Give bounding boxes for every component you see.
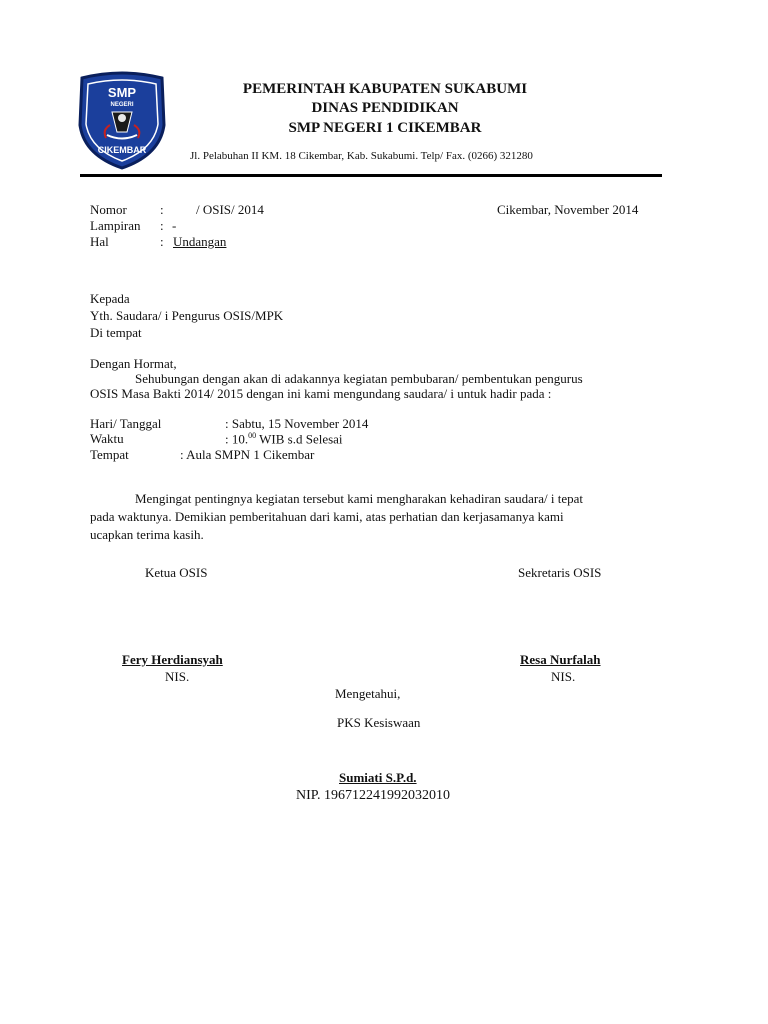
lampiran-label: Lampiran xyxy=(90,218,141,233)
hal-value: Undangan xyxy=(173,234,227,249)
place-label: Tempat xyxy=(90,447,129,462)
logo-text-sub: NEGERI xyxy=(110,102,134,108)
closing-line3: ucapkan terima kasih. xyxy=(90,527,204,542)
hal-label: Hal xyxy=(90,234,109,249)
intro-line1: Sehubungan dengan akan di adakannya kegiatan pembubaran/ pembentukan pengurus xyxy=(135,371,583,386)
place-date: Cikembar, November 2014 xyxy=(497,202,639,217)
time-sup: 00 xyxy=(248,431,257,440)
left-signer-id: NIS. xyxy=(165,669,190,684)
gov-title: PEMERINTAH KABUPATEN SUKABUMI xyxy=(242,81,528,97)
day-value: : Sabtu, 15 November 2014 xyxy=(225,416,369,431)
center-signer-title: PKS Kesiswaan xyxy=(337,715,421,730)
dept-title: DINAS PENDIDIKAN xyxy=(311,100,459,116)
hal-colon: : xyxy=(160,234,164,249)
time-prefix: : 10. xyxy=(225,431,249,447)
header-divider xyxy=(80,174,662,177)
center-signer-id: NIP. 196712241992032010 xyxy=(296,788,451,803)
right-signer-title: Sekretaris OSIS xyxy=(518,565,602,580)
school-title: SMP NEGERI 1 CIKEMBAR xyxy=(288,120,482,136)
nomor-label: Nomor xyxy=(90,202,127,217)
closing-line2: pada waktunya. Demikian pemberitahuan dari kami, atas perhatian dan kerjasamanya kami xyxy=(90,509,564,524)
greeting: Dengan Hormat, xyxy=(90,356,177,371)
time-value xyxy=(225,431,343,447)
time-suffix: WIB s.d Selesai xyxy=(256,431,343,447)
school-address: Jl. Pelabuhan II KM. 18 Cikembar, Kab. Sukabumi. Telp/ Fax. (0266) 321280 xyxy=(190,150,533,162)
school-logo xyxy=(72,70,172,170)
recipient-line3: Di tempat xyxy=(90,325,142,340)
nomor-colon: : xyxy=(160,202,164,217)
recipient-line1: Kepada xyxy=(90,291,130,306)
acknowledge-text: Mengetahui, xyxy=(335,686,401,701)
center-signer-name: Sumiati S.P.d. xyxy=(339,770,417,785)
place-value: : Aula SMPN 1 Cikembar xyxy=(180,447,315,462)
lampiran-colon: : xyxy=(160,218,164,233)
day-label: Hari/ Tanggal xyxy=(90,416,162,431)
closing-line1: Mengingat pentingnya kegiatan tersebut kami mengharakan kehadiran saudara/ i tepat xyxy=(135,491,583,506)
logo-text-top: SMP xyxy=(107,85,137,100)
time-label: Waktu xyxy=(90,431,124,446)
right-signer-id: NIS. xyxy=(551,669,576,684)
recipient-line2: Yth. Saudara/ i Pengurus OSIS/MPK xyxy=(90,308,284,323)
logo-text-bottom: CIKEMBAR xyxy=(97,145,147,155)
left-signer-title: Ketua OSIS xyxy=(145,565,208,580)
right-signer-name: Resa Nurfalah xyxy=(520,652,601,667)
left-signer-name: Fery Herdiansyah xyxy=(122,652,223,667)
nomor-value: / OSIS/ 2014 xyxy=(196,202,264,217)
lampiran-value: - xyxy=(172,218,177,233)
intro-line2: OSIS Masa Bakti 2014/ 2015 dengan ini kami mengundang saudara/ i untuk hadir pada : xyxy=(90,386,552,401)
